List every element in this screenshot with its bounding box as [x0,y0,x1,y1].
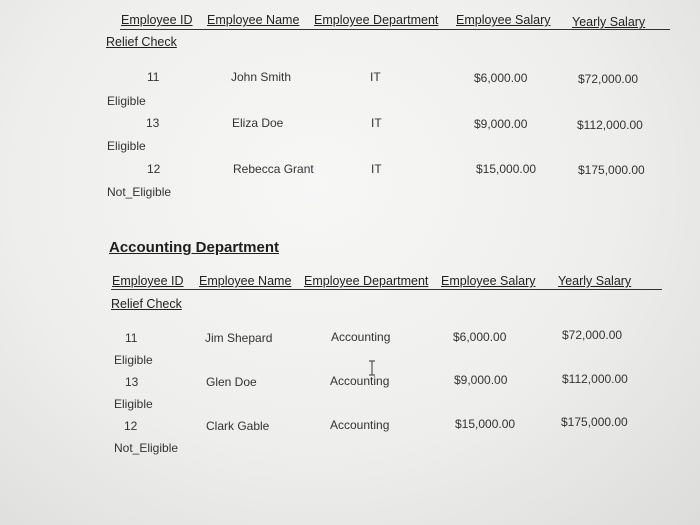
row-yearly-salary: $72,000.00 [562,328,623,342]
row-emp-id: 12 [124,419,138,433]
row-emp-dept: IT [371,162,382,176]
it-header-underline [120,29,670,30]
it-header-emp-salary: Employee Salary [456,13,551,27]
row-emp-id: 11 [125,331,138,345]
acct-header-emp-salary: Employee Salary [441,274,536,288]
accounting-section-title: Accounting Department [109,239,280,256]
row-emp-id: 12 [147,162,161,176]
acct-header-yearly-salary: Yearly Salary [558,274,632,288]
text-cursor-icon [367,360,377,376]
row-relief-check: Eligible [107,94,146,108]
acct-header-emp-id: Employee ID [112,274,184,288]
row-emp-salary: $15,000.00 [476,162,537,176]
it-header-emp-id: Employee ID [121,13,193,27]
row-emp-id: 13 [125,375,139,389]
row-yearly-salary: $175,000.00 [561,415,628,429]
row-yearly-salary: $72,000.00 [578,72,639,86]
it-header-emp-dept: Employee Department [314,13,439,27]
it-header-emp-name: Employee Name [207,13,300,27]
row-yearly-salary: $112,000.00 [577,118,643,132]
row-relief-check: Eligible [114,353,153,367]
row-emp-dept: IT [370,70,381,84]
row-emp-salary: $6,000.00 [474,71,528,85]
row-emp-dept: Accounting [331,330,391,344]
acct-header-relief-check: Relief Check [111,297,182,311]
acct-header-underline [111,289,662,290]
acct-header-emp-name: Employee Name [199,274,292,288]
row-emp-name: John Smith [231,70,292,84]
row-yearly-salary: $175,000.00 [578,163,645,177]
row-emp-dept: Accounting [330,418,390,432]
row-yearly-salary: $112,000.00 [562,372,628,386]
row-emp-salary: $9,000.00 [454,373,508,387]
row-emp-name: Glen Doe [206,375,257,389]
row-emp-salary: $15,000.00 [455,417,516,431]
it-header-yearly-salary: Yearly Salary [572,15,646,29]
acct-header-emp-dept: Employee Department [304,274,429,288]
row-relief-check: Eligible [114,397,153,411]
it-header-relief-check: Relief Check [106,35,177,49]
row-emp-dept: Accounting [330,374,390,388]
row-emp-id: 11 [147,70,160,84]
row-emp-dept: IT [371,116,382,130]
row-emp-name: Clark Gable [206,419,270,433]
row-emp-name: Jim Shepard [205,331,273,345]
row-emp-salary: $9,000.00 [474,117,528,131]
row-emp-name: Rebecca Grant [233,162,314,176]
row-emp-id: 13 [146,116,160,130]
row-relief-check: Not_Eligible [107,185,172,199]
row-relief-check: Eligible [107,139,146,153]
row-relief-check: Not_Eligible [114,441,179,455]
row-emp-name: Eliza Doe [232,116,284,130]
row-emp-salary: $6,000.00 [453,330,507,344]
